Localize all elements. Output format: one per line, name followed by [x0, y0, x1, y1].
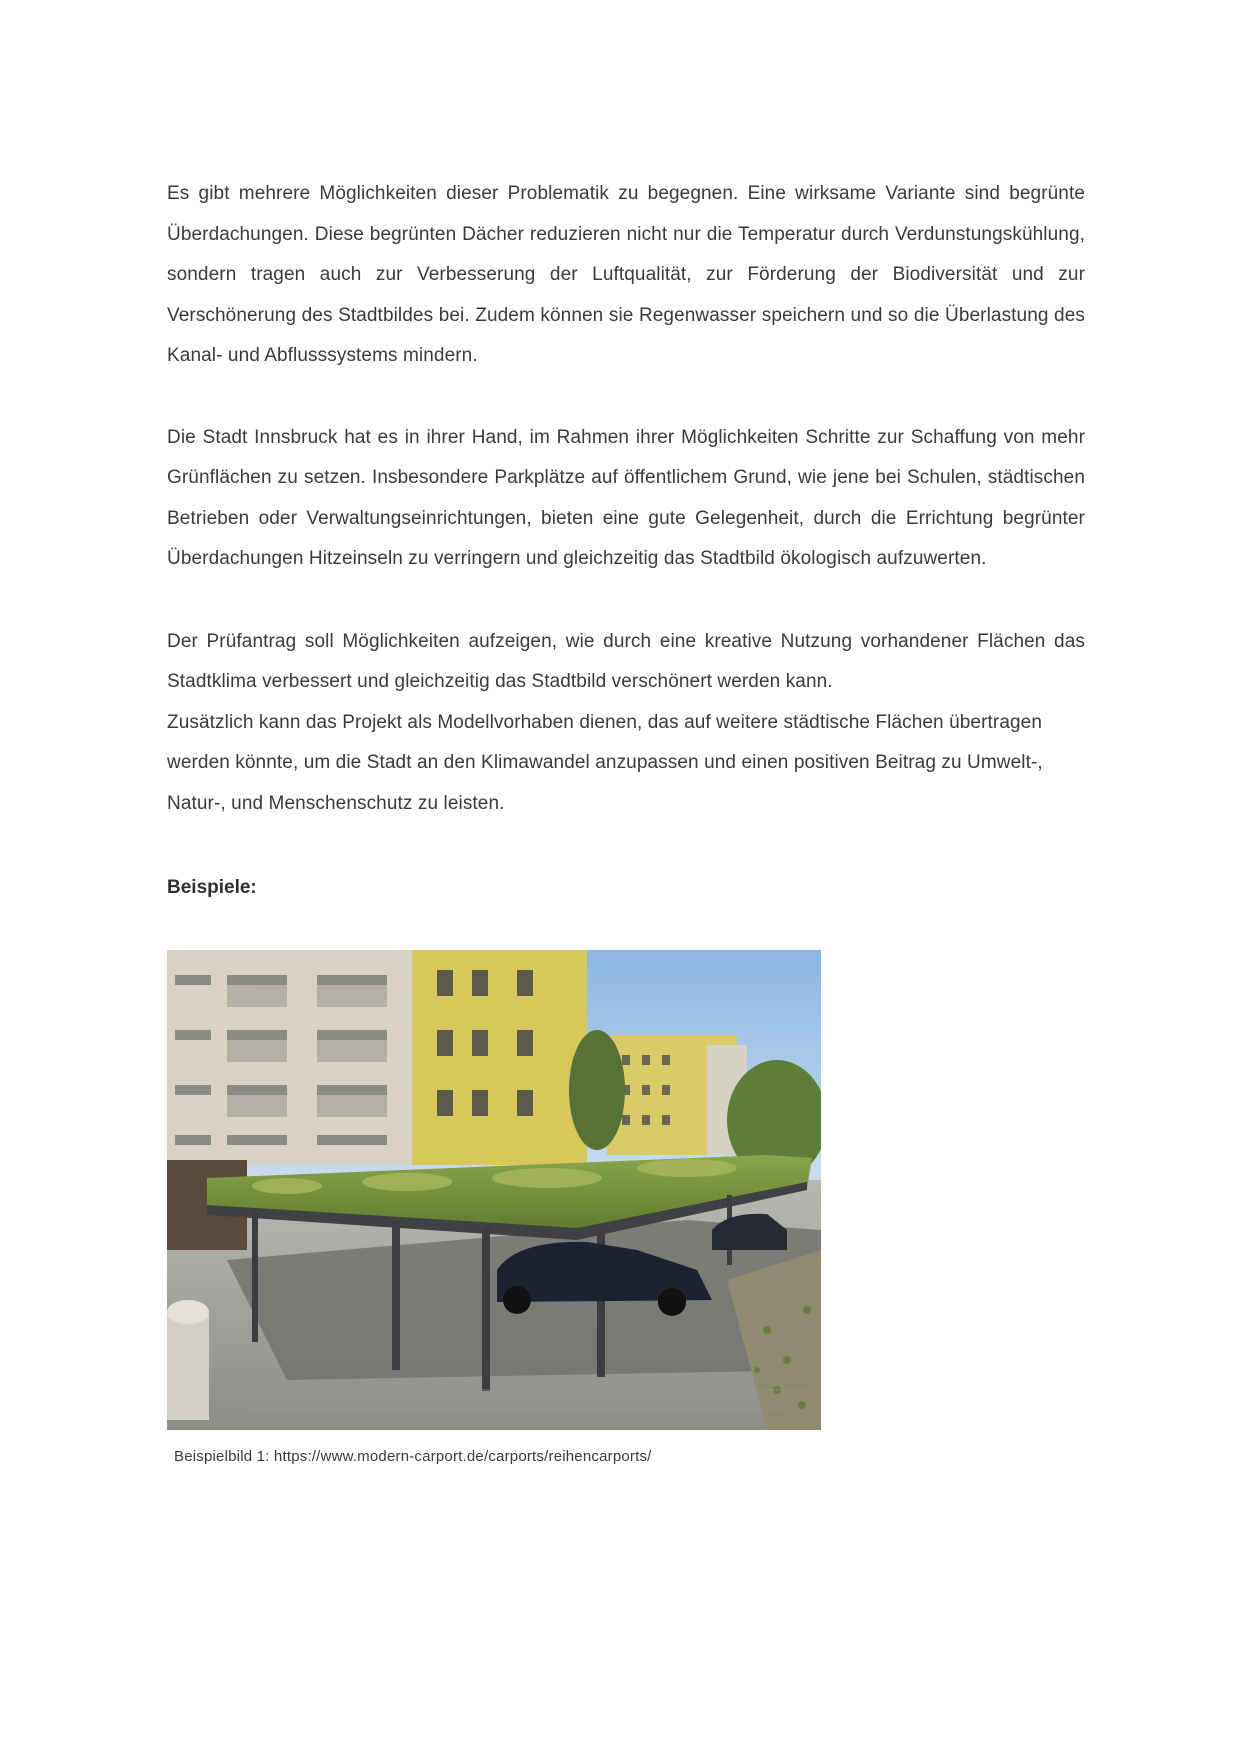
examples-heading: Beispiele: — [167, 877, 257, 898]
figure-caption: Beispielbild 1: https://www.modern-carport.de/carports/reihencarports/ — [174, 1448, 652, 1465]
paragraph-intro: Es gibt mehrere Möglichkeiten dieser Problematik zu begegnen. Eine wirksame Variante sind begrünte Überdachungen. Diese begrünten Dächer reduzieren nicht nur die Temperatur durch Verdunstungskühlung, sondern tragen auch zur Verbesserung der Luftqualität, zur Förderung der Biodiversität und zur Verschönerung des Stadtbildes bei. Zudem können sie Regenwasser speichern und so die Überlastung des Kanal- und Abflusssystems mindern. — [167, 183, 1085, 366]
paragraph-innsbruck: Die Stadt Innsbruck hat es in ihrer Hand, im Rahmen ihrer Möglichkeiten Schritte zur Schaffung von mehr Grünflächen zu setzen. Insbesondere Parkplätze auf öffentlichem Grund, wie jene bei Schulen, städtischen Betrieben oder Verwaltungseinrichtungen, bieten eine gute Gelegenheit, durch die Errichtung begrünter Überdachungen Hitzeinseln zu verringern und gleichzeitig das Stadtbild ökologisch aufzuwerten. — [167, 426, 1085, 569]
example-image-green-roof-carport — [167, 950, 821, 1430]
paragraph-pruefantrag: Der Prüfantrag soll Möglichkeiten aufzeigen, wie durch eine kreative Nutzung vorhandener Flächen das Stadtklima verbessert und gleichzeitig das Stadtbild verschönert werden kann. — [167, 630, 1085, 692]
document-body — [167, 174, 1085, 908]
paragraph-modellvorhaben: Zusätzlich kann das Projekt als Modellvorhaben dienen, das auf weitere städtische Flächen übertragen werden könnte, um die Stadt an den Klimawandel anzupassen und einen positiven Beitrag zu Umwelt-, Natur-, und Menschenschutz zu leisten. — [167, 711, 1043, 814]
